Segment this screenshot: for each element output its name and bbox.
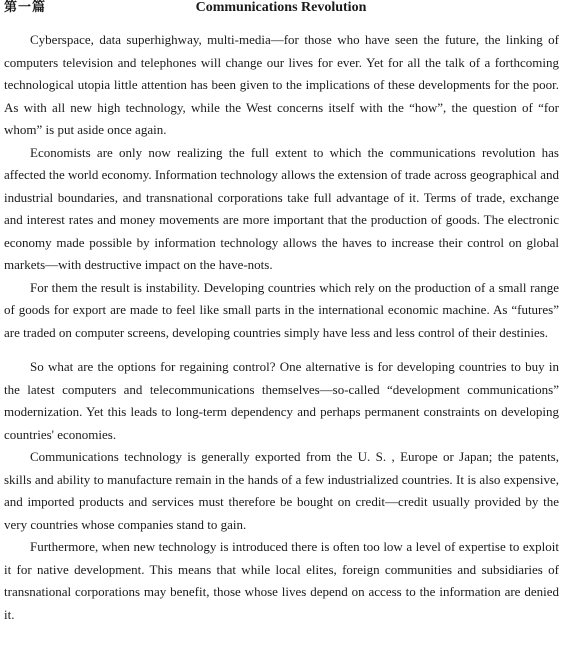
paragraph-4: So what are the options for regaining control? One alternative is for developing countries to buy in the latest computers and telecommunications themselves—so-called “development communications” modernization. Yet this leads to long-term dependency and perhaps permanent constraints on developing countries' economies. — [4, 359, 559, 442]
article-title: Communications Revolution — [195, 0, 367, 15]
article-body — [4, 29, 559, 626]
paragraph-6: Furthermore, when new technology is introduced there is often too low a level of expertise to exploit it for native development. This means that while local elites, foreign communities and subsidiaries of transnational corporations may benefit, those whose lives depend on access to the information are denied it. — [4, 539, 559, 622]
paragraph-3: For them the result is instability. Developing countries which rely on the production of a small range of goods for export are made to feel like small parts in the international economic machine. As “futures” are traded on computer screens, developing countries simply have less and less control of their destinies. — [4, 279, 559, 340]
page-header — [4, 0, 558, 18]
paragraph-2: Economists are only now realizing the full extent to which the communications revolution has affected the world economy. Information technology allows the extension of trade across geographical and industrial boundaries, and transnational corporations take full advantage of it. Terms of trade, exchange and interest rates and money movements are more important that the production of goods. The electronic economy made possible by information technology allows the haves to increase their control on global markets—with destructive impact on the have-nots. — [4, 144, 559, 272]
paragraph-5: Communications technology is generally exported from the U. S. , Europe or Japan; the patents, skills and ability to manufacture remain in the hands of a few industrialized countries. It is also expensive, and imported products and services must therefore be bought on credit—credit usually provided by the very countries whose companies stand to gain. — [4, 449, 559, 532]
paragraph-1: Cyberspace, data superhighway, multi-media—for those who have seen the future, the linking of computers television and telephones will change our lives for ever. Yet for all the talk of a forthcoming technological utopia little attention has been given to the implications of these developments for the poor. As with all new high technology, while the West concerns itself with the “how”, the question of “for whom” is put aside once again. — [4, 32, 559, 137]
section-label: 第一篇 — [4, 0, 47, 15]
